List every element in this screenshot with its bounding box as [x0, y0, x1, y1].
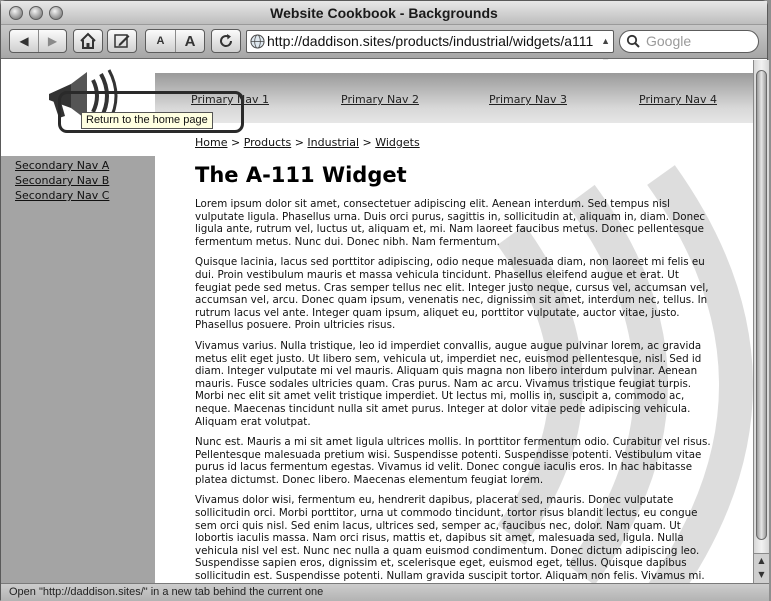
secondary-nav — [15, 158, 109, 203]
body-paragraph-2: Quisque lacinia, lacus sed porttitor adipiscing, odio neque malesuada diam, non laoreet mi felis eu dui. Proin vestibulum mauris et massa vehicula tincidunt. Phasellus eleifend augue et erat. Ut feugiat pede sed metus. Cras semper tellus nec elit. Integer justo neque, cursus vel, accumsan vel, accumsan vel, arcu. Donec quam ipsum, venenatis nec, dignissim sit amet, interdum nec, tellus. In rutrum lacus vel ante. Integer quam ipsum, aliquet eu, porttitor vulputate, auctor vitae, justo. Phasellus posuere. Proin ultricies risus. — [195, 256, 709, 332]
breadcrumb-widgets-link[interactable]: Widgets — [375, 136, 420, 149]
pencil-icon — [108, 30, 136, 52]
forward-button[interactable] — [38, 30, 66, 52]
address-bar[interactable] — [246, 30, 614, 53]
breadcrumb-separator: > — [227, 136, 244, 149]
primary-nav — [161, 93, 753, 109]
page-title: The A-111 Widget — [195, 163, 407, 187]
breadcrumb-industrial-link[interactable]: Industrial — [307, 136, 360, 149]
breadcrumb — [195, 136, 715, 150]
body-paragraph-4: Nunc est. Mauris a mi sit amet ligula ultrices mollis. In porttitor fermentum odio. Curabitur vel risus. Pellentesque malesuada pretium wisi. Suspendisse potenti. Suspendisse potenti. Vestibulum vitae purus id lacus fermentum egestas. Vivamus id velit. Donec congue iaculis eros. In hac habitasse platea dictumst. Donec libero. Maecenas elementum feugiat lorem. — [195, 436, 711, 486]
back-forward-group — [9, 29, 67, 53]
home-button[interactable] — [73, 29, 103, 53]
back-button[interactable] — [10, 30, 38, 52]
primary-nav-4-link[interactable]: Primary Nav 4 — [639, 93, 717, 106]
search-field[interactable] — [619, 30, 759, 53]
reload-button[interactable] — [211, 29, 241, 53]
browser-toolbar — [1, 25, 767, 59]
vertical-scrollbar[interactable] — [753, 60, 769, 583]
home-tooltip: Return to the home page — [81, 112, 213, 129]
body-paragraph-1: Lorem ipsum dolor sit amet, consectetuer adipiscing elit. Aenean interdum. Sed tempus nisl vulputate ligula. Phasellus urna. Duis orci purus, sagittis in, sollicitudin at, aliquam in, diam. Donec ligula ante, rutrum vel, luctus ut, aliquam et, mi. Nam laoreet faucibus metus. Donec pellentesque fermentum metus. Nunc dui. Donec nibh. Nam fermentum. — [195, 198, 706, 248]
home-icon — [74, 30, 102, 52]
forward-arrow-icon: ▶ — [47, 34, 58, 48]
text-larger-button[interactable]: A — [175, 30, 204, 52]
address-dropdown-icon[interactable]: ▲ — [601, 36, 610, 46]
breadcrumb-separator: > — [291, 136, 308, 149]
primary-nav-2-link[interactable]: Primary Nav 2 — [341, 93, 419, 106]
text-size-group — [145, 29, 205, 53]
primary-nav-3-link[interactable]: Primary Nav 3 — [489, 93, 567, 106]
secondary-nav-c-link[interactable]: Secondary Nav C — [15, 189, 110, 202]
scroll-thumb[interactable] — [756, 70, 767, 540]
scroll-up-icon[interactable]: ▲ — [758, 556, 765, 565]
status-bar: Open "http://daddison.sites/" in a new tab behind the current one — [1, 583, 769, 601]
secondary-nav-a-link[interactable]: Secondary Nav A — [15, 159, 110, 172]
scroll-down-icon[interactable]: ▼ — [758, 570, 765, 579]
search-icon — [626, 34, 642, 50]
page-viewport — [1, 60, 753, 583]
body-paragraph-3: Vivamus varius. Nulla tristique, leo id imperdiet convallis, augue augue pulvinar lorem, ac gravida metus elit eget justo. Ut libero sem, vehicula ut, imperdiet nec, euismod pellentesque, nisl. Sed id diam. Integer vulputate mi vel mauris. Aliquam quis magna non libero interdum pulvinar. Aenean mauris. Fusce sodales ultricies quam. Cras purus. Nam ac arcu. Vivamus tristique feugiat turpis. Morbi nec elit sit amet velit tristique imperdiet. Ut lectus mi, mollis in, suscipit a, commodo ac, neque. Maecenas tincidunt nulla sit amet purus. Integer at dolor vitae pede adipiscing vehicula. Aliquam erat volutpat. — [195, 339, 702, 428]
back-arrow-icon: ◀ — [19, 34, 29, 48]
text-smaller-button[interactable]: A — [156, 35, 165, 47]
body-paragraph-5: Vivamus dolor wisi, fermentum eu, hendrerit dapibus, placerat sed, mauris. Donec vulputate sollicitudin orci. Morbi porttitor, urna ut commodo tincidunt, tortor risus blandit lectus, eu congue sem orci quis nisl. Sed enim lacus, ultrices sed, semper ac, faucibus nec, dolor. Nam quam. Ut lobortis iaculis massa. Nam orci risus, mattis et, dapibus sit amet, malesuada sed, ligula. Nulla vehicula nisl vel est. Nunc nec nulla a quam euismod condimentum. Donec dictum adipiscing leo. Suspendisse sapien eros, dignissim et, scelerisque eget, euismod eget, tellus. Quisque dapibus sollicitudin est. Suspendisse potenti. Nullam gravida suscipit tortor. Aliquam non felis. Vivamus mi. — [195, 494, 705, 583]
search-placeholder: Google — [646, 33, 692, 49]
breadcrumb-separator: > — [359, 136, 376, 149]
reload-icon — [212, 30, 240, 52]
scroll-arrows[interactable] — [754, 553, 769, 583]
address-text: http://daddison.sites/products/industrial/widgets/a111 — [267, 33, 594, 49]
bookmark-edit-button[interactable] — [107, 29, 137, 53]
secondary-nav-b-link[interactable]: Secondary Nav B — [15, 174, 110, 187]
title-bar — [1, 1, 767, 25]
breadcrumb-home-link[interactable]: Home — [195, 136, 228, 149]
globe-icon — [250, 34, 265, 49]
main-content — [195, 136, 715, 583]
window-title: Website Cookbook - Backgrounds — [270, 5, 498, 21]
breadcrumb-products-link[interactable]: Products — [243, 136, 292, 149]
primary-nav-1-link[interactable]: Primary Nav 1 — [191, 93, 269, 106]
